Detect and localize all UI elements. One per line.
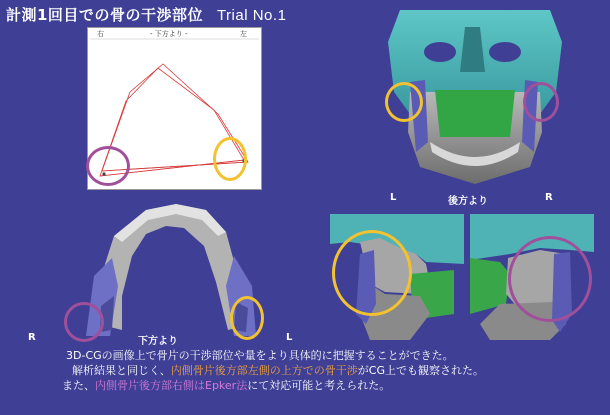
findings-caption <box>8 348 608 393</box>
caption-line-2 <box>8 363 608 378</box>
title-trial: Trial No.1 <box>216 7 287 24</box>
inferior-view-label: 下方より <box>138 336 178 347</box>
posterior-left-marker <box>385 82 423 122</box>
inferior-left-marker <box>230 296 264 340</box>
caption-line-2-suffix: がCG上でも観察された。 <box>357 364 484 377</box>
chart-right-side-label: 右 <box>97 30 104 38</box>
caption-line-2-prefix: 解析結果と同じく、 <box>72 364 171 377</box>
chart-left-side-label: 左 <box>240 30 247 38</box>
zoom-right-marker <box>508 236 592 322</box>
slide-title <box>6 4 286 25</box>
posterior-left-zoom-render <box>330 214 464 340</box>
posterior-view-label: 後方より <box>448 196 488 207</box>
posterior-right-zoom-render <box>470 214 594 340</box>
caption-line-1: 3D-CGの画像上で骨片の干渉部位や量をより具体的に把握することができた。 <box>66 349 454 362</box>
inferior-right-label: R <box>28 332 36 343</box>
posterior-right-marker <box>523 82 559 122</box>
posterior-left-label: L <box>390 192 397 203</box>
caption-line-3-suffix: にて対応可能と考えられた。 <box>247 379 391 392</box>
caption-line-3-prefix: また、 <box>62 379 95 392</box>
right-interference-marker <box>86 146 130 186</box>
inferior-left-label: L <box>286 332 293 343</box>
posterior-right-label: R <box>545 192 553 203</box>
caption-line-3-highlight: 内側骨片後方部右側はEpker法 <box>95 379 248 392</box>
chart-view-label: - 下方より - <box>150 30 188 38</box>
caption-line-3 <box>8 378 608 393</box>
interference-chart-panel <box>87 27 262 190</box>
inferior-view-render <box>56 196 286 346</box>
zoom-left-marker <box>332 230 412 316</box>
left-interference-marker <box>213 137 247 181</box>
inferior-right-marker <box>64 302 104 342</box>
caption-line-2-highlight: 内側骨片後方部左側の上方での骨干渉 <box>170 364 358 377</box>
posterior-view-render <box>380 2 570 185</box>
title-main: 計測1回目での骨の干渉部位 <box>6 6 203 24</box>
